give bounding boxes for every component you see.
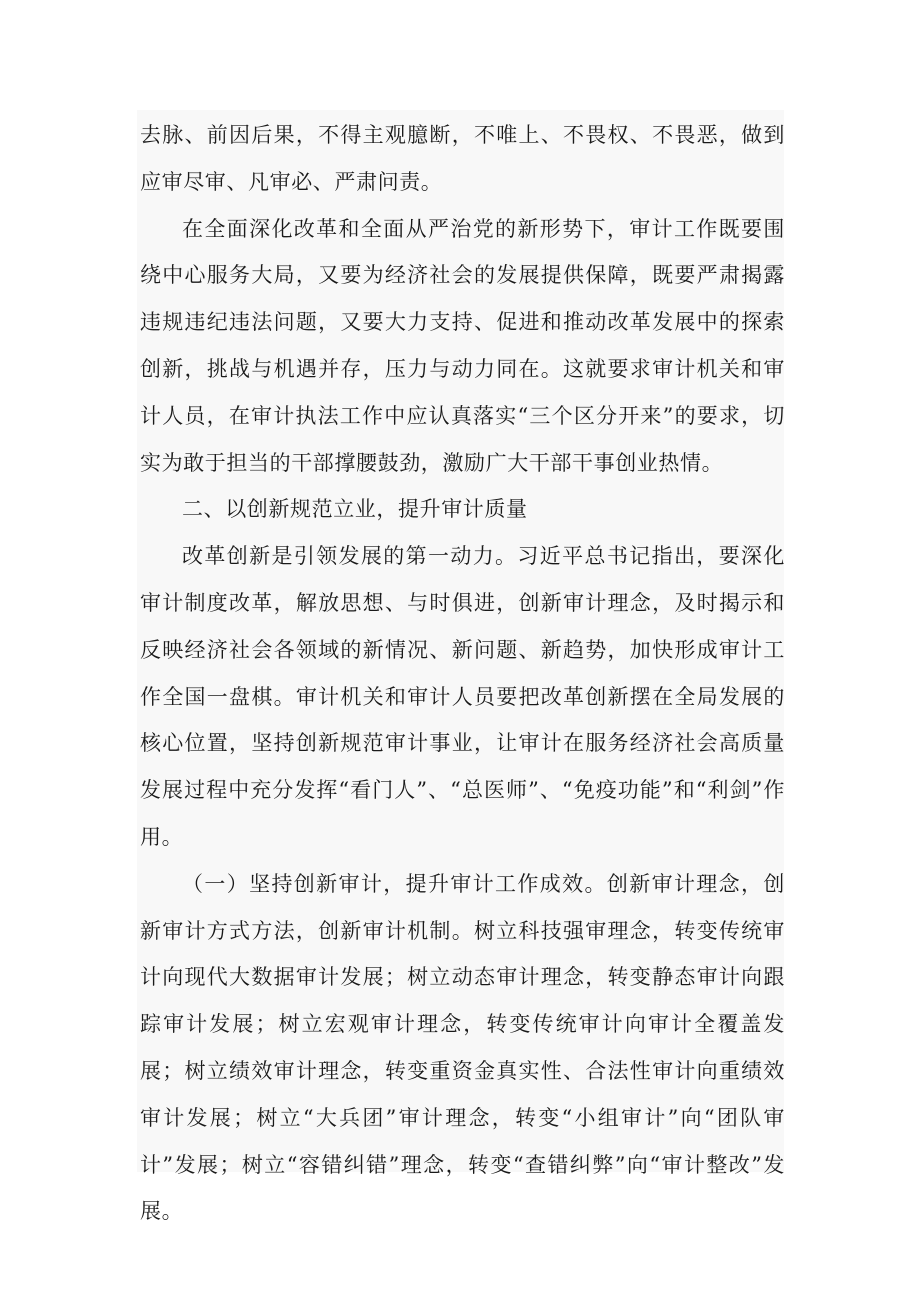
paragraph-3: 改革创新是引领发展的第一动力。习近平总书记指出，要深化审计制度改革，解放思想、与时俱进，创新审计理念，及时揭示和反映经济社会各领域的新情况、新问题、新趋势，加快形成审计工作全国一盘棋。审计机关和审计人员要把改革创新摆在全局发展的核心位置，坚持创新规范审计事业，让审计在服务经济社会高质量发展过程中充分发挥“看门人”、“总医师”、“免疫功能”和“利剑”作用。 bbox=[140, 544, 785, 849]
section-heading: 二、以创新规范立业，提升审计质量 bbox=[182, 497, 528, 522]
paragraph-1: 去脉、前因后果，不得主观臆断，不唯上、不畏权、不畏恶，做到应审尽审、凡审必、严肃问责。 bbox=[140, 123, 785, 194]
paragraph-2: 在全面深化改革和全面从严治党的新形势下，审计工作既要围绕中心服务大局，又要为经济社会的发展提供保障，既要严肃揭露违规违纪违法问题，又要大力支持、促进和推动改革发展中的探索创新，挑战与机遇并存，压力与动力同在。这就要求审计机关和审计人员，在审计执法工作中应认真落实“三个区分开来”的要求，切实为敢于担当的干部撑腰鼓劲，激励广大干部干事创业热情。 bbox=[140, 216, 785, 475]
paragraph-4: （一）坚持创新审计，提升审计工作成效。创新审计理念，创新审计方式方法，创新审计机制。树立科技强审理念，转变传统审计向现代大数据审计发展；树立动态审计理念，转变静态审计向跟踪审计发展；树立宏观审计理念，转变传统审计向审计全覆盖发展；树立绩效审计理念，转变重资金真实性、合法性审计向重绩效审计发展；树立“大兵团”审计理念，转变“小组审计”向“团队审计”发展；树立“容错纠错”理念，转变“查错纠弊”向“审计整改”发展。 bbox=[140, 871, 785, 1224]
document-body bbox=[140, 112, 785, 1235]
